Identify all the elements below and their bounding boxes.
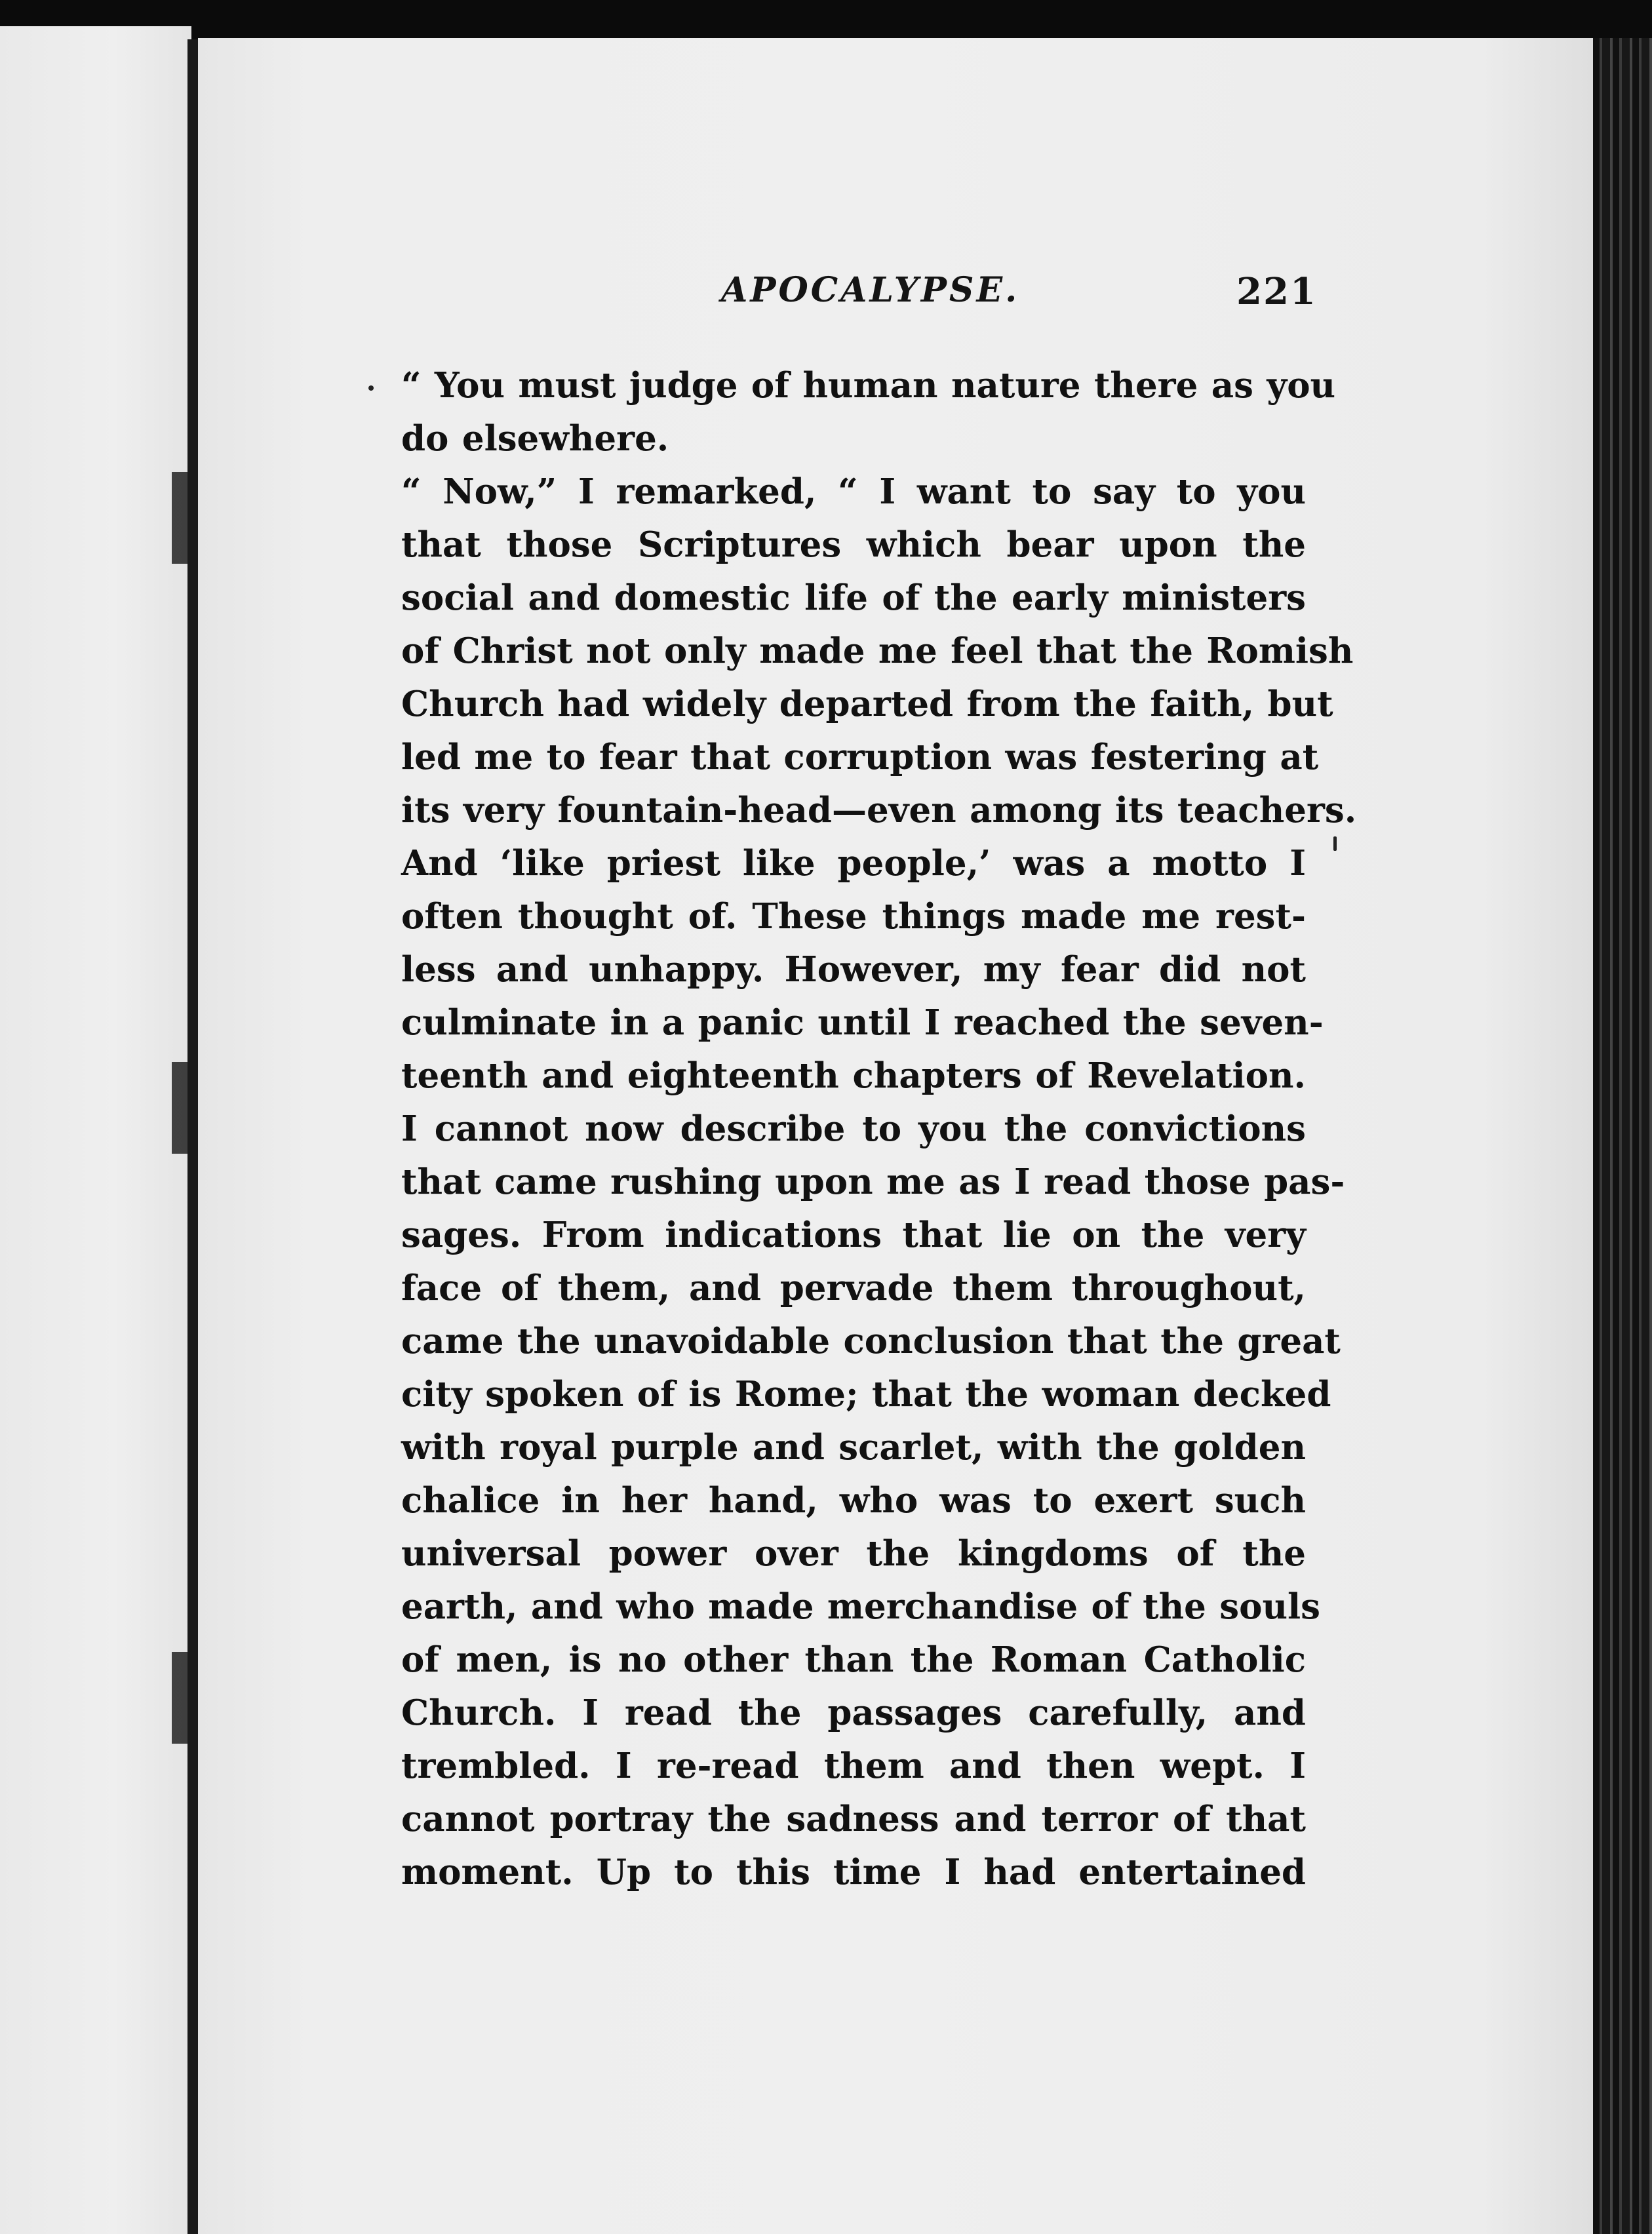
text-line: that came rushing upon me as I read those pas- [401, 1162, 1345, 1202]
scan-speck [1333, 836, 1337, 851]
text-line: trembled. I re-read them and then wept. I [401, 1746, 1306, 1786]
text-line: that those Scriptures which bear upon the [401, 524, 1306, 565]
text-line: often thought of. These things made me rest- [401, 896, 1306, 937]
text-line: universal power over the kingdoms of the [401, 1533, 1306, 1574]
body-text [401, 359, 1357, 1899]
scan-speck [368, 385, 374, 391]
text-line: came the unavoidable conclusion that the great [401, 1321, 1341, 1362]
text-line: cannot portray the sadness and terror of that [401, 1799, 1306, 1839]
text-line: social and domestic life of the early ministers [401, 578, 1306, 618]
text-line: culminate in a panic until I reached the seven- [401, 1002, 1324, 1043]
text-line: teenth and eighteenth chapters of Revelation. [401, 1055, 1306, 1096]
page-header [0, 270, 1652, 323]
text-line: less and unhappy. However, my fear did not [401, 949, 1306, 990]
text-line: of men, is no other than the Roman Catholic [401, 1639, 1306, 1680]
binding-shadow [172, 197, 189, 2163]
page-block-edge [1593, 38, 1652, 2234]
text-line: its very fountain-head—even among its teachers. [401, 790, 1357, 831]
text-line: chalice in her hand, who was to exert such [401, 1480, 1306, 1521]
text-line: And ‘like priest like people,’ was a motto I [401, 843, 1306, 884]
text-line: do elsewhere. [401, 418, 669, 459]
text-line: Church. I read the passages carefully, and [401, 1693, 1306, 1733]
scan-top-border [0, 0, 1652, 41]
page-number: 221 [1236, 270, 1317, 313]
text-line: moment. Up to this time I had entertained [401, 1852, 1306, 1892]
text-line: of Christ not only made me feel that the Romish [401, 631, 1354, 671]
text-line: Church had widely departed from the faith, but [401, 684, 1333, 724]
running-title: APOCALYPSE. [721, 270, 1020, 310]
text-line: “ Now,” I remarked, “ I want to say to you [401, 471, 1306, 512]
text-line: “ You must judge of human nature there as you [401, 365, 1336, 406]
text-line: led me to fear that corruption was festering at [401, 737, 1319, 777]
text-line: face of them, and pervade them throughout, [401, 1268, 1306, 1308]
facing-page-edge [0, 26, 191, 2234]
text-line: city spoken of is Rome; that the woman decked [401, 1374, 1331, 1415]
text-line: earth, and who made merchandise of the souls [401, 1586, 1320, 1627]
text-line: I cannot now describe to you the convictions [401, 1108, 1306, 1149]
text-line: with royal purple and scarlet, with the golden [401, 1427, 1306, 1468]
book-gutter [187, 39, 198, 2234]
text-line: sages. From indications that lie on the very [401, 1215, 1306, 1255]
